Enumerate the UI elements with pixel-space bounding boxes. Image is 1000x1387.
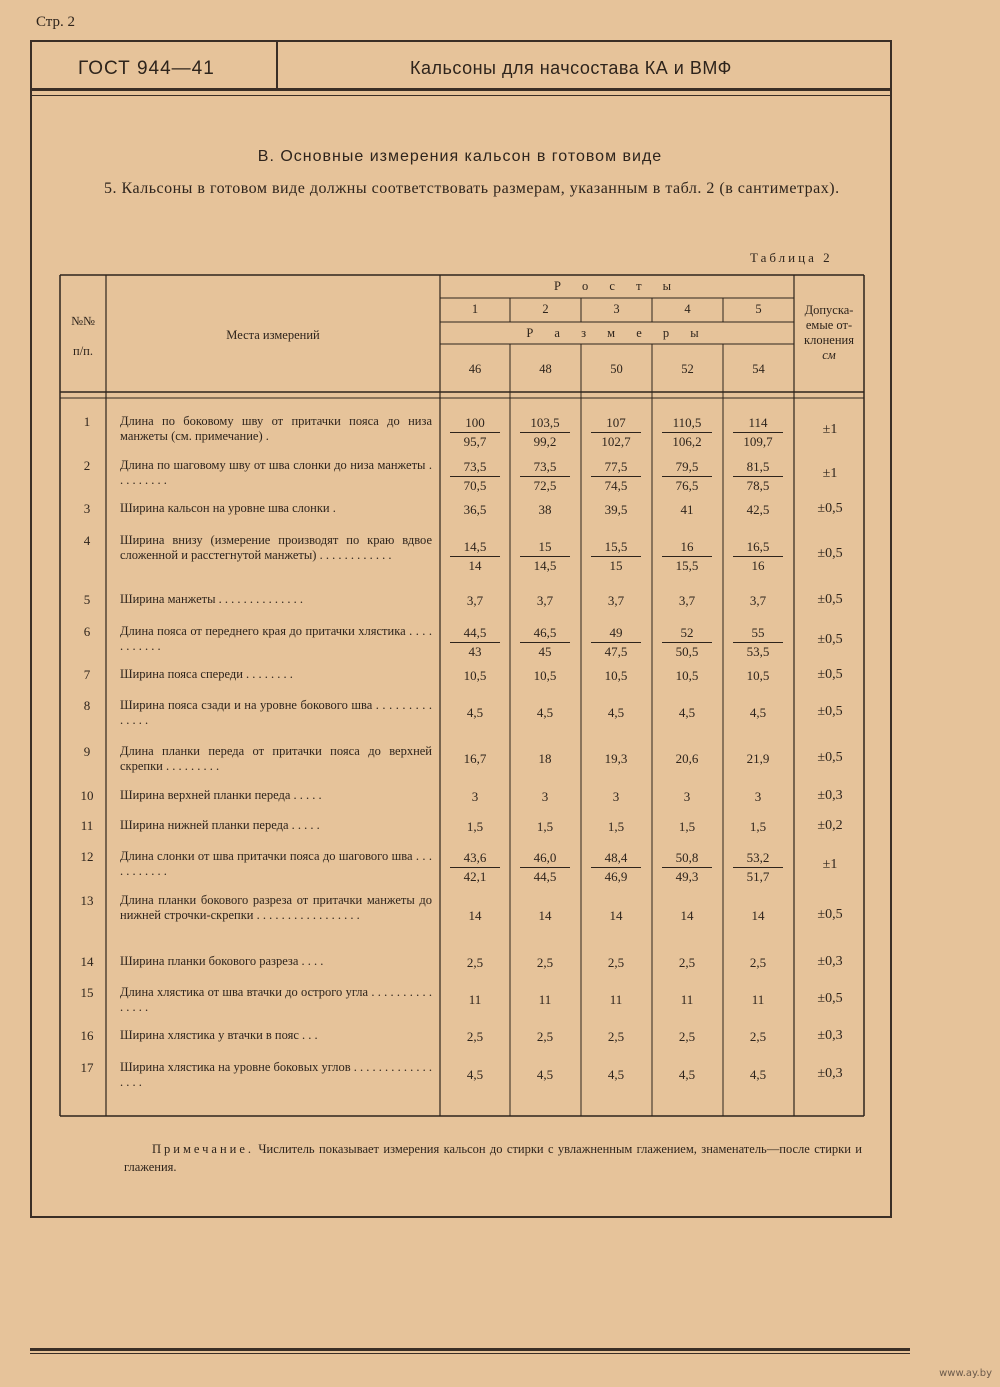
denominator: 106,2 (672, 434, 702, 449)
numerator: 114 (733, 414, 783, 433)
denominator: 50,5 (675, 644, 699, 659)
header-size-2: 48 (539, 362, 552, 376)
denominator: 74,5 (604, 478, 628, 493)
cell-value: 38 (538, 502, 552, 517)
paragraph: 5. Кальсоны в готовом виде должны соответствовать размерам, указанным в табл. 2 (в сантиметрах). (104, 180, 840, 197)
tolerance-value: ±0,2 (817, 818, 843, 833)
header-heights: Р о с т ы (553, 279, 681, 293)
row-number: 6 (83, 624, 91, 639)
numerator: 50,8 (662, 849, 712, 868)
cell-value: 2,5 (749, 1029, 767, 1044)
row-number: 3 (83, 501, 91, 516)
cell-value: 41 (680, 502, 694, 517)
fraction-value (727, 414, 789, 451)
fraction-value (514, 624, 576, 661)
denominator: 45 (538, 644, 552, 659)
fraction-value (656, 624, 718, 661)
section-title: В. Основные измерения кальсон в готовом виде (257, 148, 663, 165)
denominator: 109,7 (743, 434, 773, 449)
fraction-value (514, 538, 576, 575)
numerator: 16 (662, 538, 712, 557)
cell-value: 20,6 (675, 751, 699, 766)
cell-value: 3 (683, 789, 691, 804)
measurement-place: Длина по боковому шву от притачки пояса до низа манжеты (см. примечание) . (120, 414, 432, 443)
row-number: 11 (80, 818, 94, 833)
cell-value: 3 (471, 789, 479, 804)
cell-value: 10,5 (463, 668, 487, 683)
numerator: 77,5 (591, 458, 641, 477)
numerator: 103,5 (520, 414, 570, 433)
cell-value: 2,5 (466, 955, 484, 970)
cell-value: 3,7 (607, 593, 625, 608)
header-height-4: 4 (684, 302, 691, 316)
cell-value: 2,5 (749, 955, 767, 970)
denominator: 14 (468, 558, 482, 573)
fraction-value (585, 624, 647, 661)
header-size-4: 52 (681, 362, 694, 376)
header-sizes: Р а з м е р ы (526, 326, 708, 340)
tolerance-value: ±0,3 (817, 954, 843, 969)
cell-value: 1,5 (678, 819, 696, 834)
document-title: Кальсоны для начсостава КА и ВМФ (410, 58, 732, 78)
numerator: 55 (733, 624, 783, 643)
numerator: 49 (591, 624, 641, 643)
header-height-2: 2 (542, 302, 549, 316)
measurement-place: Ширина внизу (измерение производят по краю вдвое сложенной и расстегнутой манжеты) . . . . . . . . . . . . (120, 533, 432, 562)
cell-value: 1,5 (536, 819, 554, 834)
row-number: 17 (80, 1060, 94, 1075)
numerator: 79,5 (662, 458, 712, 477)
cell-value: 21,9 (746, 751, 770, 766)
cell-value: 4,5 (678, 705, 696, 720)
fraction-value (727, 849, 789, 886)
header-height-5: 5 (755, 302, 762, 316)
cell-value: 18 (538, 751, 552, 766)
fraction-value (585, 414, 647, 451)
denominator: 15 (609, 558, 623, 573)
fraction-value (514, 414, 576, 451)
denominator: 47,5 (604, 644, 628, 659)
denominator: 70,5 (463, 478, 487, 493)
denominator: 43 (468, 644, 482, 659)
denominator: 51,7 (746, 869, 770, 884)
cell-value: 10,5 (533, 668, 557, 683)
numerator: 14,5 (450, 538, 500, 557)
header-size-5: 54 (752, 362, 765, 376)
numerator: 73,5 (450, 458, 500, 477)
cell-value: 3,7 (678, 593, 696, 608)
header-size-3: 50 (610, 362, 623, 376)
measurement-place: Длина хлястика от шва втачки до острого угла . . . . . . . . . . . . . . . (120, 985, 432, 1014)
cell-value: 3 (754, 789, 762, 804)
cell-value: 4,5 (536, 705, 554, 720)
row-number: 7 (83, 667, 91, 682)
cell-value: 2,5 (607, 955, 625, 970)
cell-value: 3 (612, 789, 620, 804)
cell-value: 4,5 (607, 1067, 625, 1082)
cell-value: 36,5 (463, 502, 487, 517)
denominator: 76,5 (675, 478, 699, 493)
tolerance-value: ±0,3 (817, 1028, 843, 1043)
header-height-1: 1 (471, 302, 479, 316)
tolerance-value: ±0,5 (817, 546, 843, 561)
denominator: 14,5 (533, 558, 557, 573)
cell-value: 14 (468, 908, 482, 923)
gost-number: ГОСТ 944—41 (78, 58, 215, 79)
tolerance-value: ±1 (822, 422, 838, 437)
measurement-place: Длина планки переда от притачки пояса до верхней скрепки . . . . . . . . . (120, 744, 432, 773)
tolerance-value: ±0,5 (817, 907, 843, 922)
note-text: Числитель показывает измерения кальсон до стирки с увлажненным глажением, знаменатель—после стирки и глажения. (124, 1142, 862, 1174)
fraction-value (656, 414, 718, 451)
cell-value: 2,5 (678, 1029, 696, 1044)
measurement-place: Длина пояса от переднего края до притачки хлястика . . . . . . . . . . . (120, 624, 432, 653)
row-number: 13 (80, 893, 94, 908)
fraction-value (585, 538, 647, 575)
cell-value: 11 (751, 992, 765, 1007)
denominator: 95,7 (463, 434, 487, 449)
numerator: 44,5 (450, 624, 500, 643)
cell-value: 4,5 (466, 705, 484, 720)
cell-value: 2,5 (536, 1029, 554, 1044)
tolerance-value: ±0,5 (817, 592, 843, 607)
cell-value: 1,5 (749, 819, 767, 834)
note-label: Примечание. (152, 1142, 255, 1156)
page-number: Стр. 2 (36, 14, 76, 30)
numerator: 15,5 (591, 538, 641, 557)
numerator: 52 (662, 624, 712, 643)
tolerance-value: ±0,3 (817, 1066, 843, 1081)
fraction-value (585, 458, 647, 495)
cell-value: 11 (680, 992, 694, 1007)
header-tolerance-unit: см (822, 348, 836, 362)
tolerance-value: ±1 (822, 466, 838, 481)
cell-value: 2,5 (466, 1029, 484, 1044)
cell-value: 3 (541, 789, 549, 804)
cell-value: 2,5 (536, 955, 554, 970)
header-tolerance-2: емые от- (805, 318, 853, 332)
numerator: 81,5 (733, 458, 783, 477)
numerator: 110,5 (662, 414, 712, 433)
header-number-line2: п/п. (73, 344, 93, 358)
cell-value: 14 (680, 908, 694, 923)
cell-value: 14 (538, 908, 552, 923)
tolerance-value: ±0,5 (817, 667, 843, 682)
header-place: Места измерений (226, 328, 320, 342)
denominator: 53,5 (746, 644, 770, 659)
measurement-place: Длина слонки от шва притачки пояса до шагового шва . . . . . . . . . . . (120, 849, 432, 878)
cell-value: 1,5 (607, 819, 625, 834)
cell-value: 3,7 (466, 593, 484, 608)
numerator: 46,5 (520, 624, 570, 643)
cell-value: 4,5 (607, 705, 625, 720)
cell-value: 4,5 (466, 1067, 484, 1082)
footer-rule-thin (30, 1353, 910, 1354)
header-height-3: 3 (613, 302, 620, 316)
denominator: 49,3 (675, 869, 699, 884)
footer-rule (30, 1348, 910, 1351)
row-number: 8 (83, 698, 91, 713)
numerator: 48,4 (591, 849, 641, 868)
measurement-place: Ширина нижней планки переда . . . . . (120, 818, 320, 832)
cell-value: 4,5 (749, 705, 767, 720)
row-number: 5 (83, 592, 91, 607)
tolerance-value: ±1 (822, 857, 838, 872)
row-number: 1 (83, 414, 91, 429)
numerator: 100 (450, 414, 500, 433)
header-number-line1: №№ (71, 314, 95, 328)
cell-value: 42,5 (746, 502, 770, 517)
cell-value: 14 (751, 908, 765, 923)
measurement-place: Ширина пояса сзади и на уровне бокового шва . . . . . . . . . . . . . . (120, 698, 432, 727)
denominator: 99,2 (533, 434, 557, 449)
measurement-place: Ширина кальсон на уровне шва слонки . (120, 501, 336, 515)
fraction-value (727, 538, 789, 575)
header-tolerance-1: Допуска- (804, 303, 854, 317)
fraction-value (514, 458, 576, 495)
measurement-place: Длина по шаговому шву от шва слонки до низа манжеты . . . . . . . . . (120, 458, 432, 487)
fraction-value (514, 849, 576, 886)
numerator: 16,5 (733, 538, 783, 557)
header-size-1: 46 (468, 362, 482, 376)
tolerance-value: ±0,5 (817, 750, 843, 765)
row-number: 9 (83, 744, 91, 759)
tolerance-value: ±0,5 (817, 632, 843, 647)
fraction-value (727, 624, 789, 661)
tolerance-value: ±0,3 (817, 788, 843, 803)
measurement-place: Ширина хлястика у втачки в пояс . . . (120, 1028, 318, 1042)
fraction-value (444, 538, 506, 575)
row-number: 12 (80, 849, 94, 864)
fraction-value (444, 458, 506, 495)
measurement-place: Ширина верхней планки переда . . . . . (120, 788, 322, 802)
cell-value: 4,5 (749, 1067, 767, 1082)
measurement-place: Длина планки бокового разреза от притачки манжеты до нижней строчки-скрепки . . . . . . . . . . . . . . . . . (120, 893, 432, 922)
denominator: 42,1 (463, 869, 487, 884)
row-number: 4 (83, 533, 91, 548)
denominator: 15,5 (675, 558, 699, 573)
row-number: 16 (80, 1028, 94, 1043)
cell-value: 16,7 (463, 751, 487, 766)
cell-value: 19,3 (604, 751, 628, 766)
row-number: 10 (80, 788, 94, 803)
row-number: 14 (80, 954, 94, 969)
numerator: 107 (591, 414, 641, 433)
tolerance-value: ±0,5 (817, 501, 843, 516)
fraction-value (727, 458, 789, 495)
denominator: 102,7 (601, 434, 631, 449)
cell-value: 39,5 (604, 502, 628, 517)
numerator: 43,6 (450, 849, 500, 868)
header-tolerance-3: клонения (804, 333, 854, 347)
denominator: 44,5 (533, 869, 557, 884)
watermark: www.ay.by (939, 1368, 992, 1379)
denominator: 46,9 (604, 869, 628, 884)
table-label: Таблица 2 (750, 250, 833, 265)
cell-value: 3,7 (536, 593, 554, 608)
cell-value: 11 (468, 992, 482, 1007)
cell-value: 4,5 (678, 1067, 696, 1082)
fraction-value (444, 849, 506, 886)
numerator: 46,0 (520, 849, 570, 868)
fraction-value (656, 458, 718, 495)
fraction-value (444, 414, 506, 451)
fraction-value (656, 849, 718, 886)
denominator: 16 (751, 558, 765, 573)
cell-value: 11 (609, 992, 623, 1007)
tolerance-value: ±0,5 (817, 991, 843, 1006)
measurement-place: Ширина пояса спереди . . . . . . . . (120, 667, 293, 681)
cell-value: 2,5 (607, 1029, 625, 1044)
cell-value: 11 (538, 992, 552, 1007)
fraction-value (656, 538, 718, 575)
denominator: 72,5 (533, 478, 557, 493)
measurement-place: Ширина хлястика на уровне боковых углов . . . . . . . . . . . . . . . . . (120, 1060, 432, 1089)
note (124, 1140, 862, 1176)
cell-value: 2,5 (678, 955, 696, 970)
row-number: 15 (80, 985, 94, 1000)
row-number: 2 (83, 458, 91, 473)
numerator: 15 (520, 538, 570, 557)
cell-value: 4,5 (536, 1067, 554, 1082)
cell-value: 10,5 (604, 668, 628, 683)
cell-value: 1,5 (466, 819, 484, 834)
cell-value: 10,5 (675, 668, 699, 683)
measurement-place: Ширина планки бокового разреза . . . . (120, 954, 324, 968)
cell-value: 14 (609, 908, 623, 923)
fraction-value (585, 849, 647, 886)
fraction-value (444, 624, 506, 661)
numerator: 73,5 (520, 458, 570, 477)
tolerance-value: ±0,5 (817, 704, 843, 719)
cell-value: 3,7 (749, 593, 767, 608)
denominator: 78,5 (746, 478, 770, 493)
numerator: 53,2 (733, 849, 783, 868)
measurement-place: Ширина манжеты . . . . . . . . . . . . . . (120, 592, 304, 606)
cell-value: 10,5 (746, 668, 770, 683)
